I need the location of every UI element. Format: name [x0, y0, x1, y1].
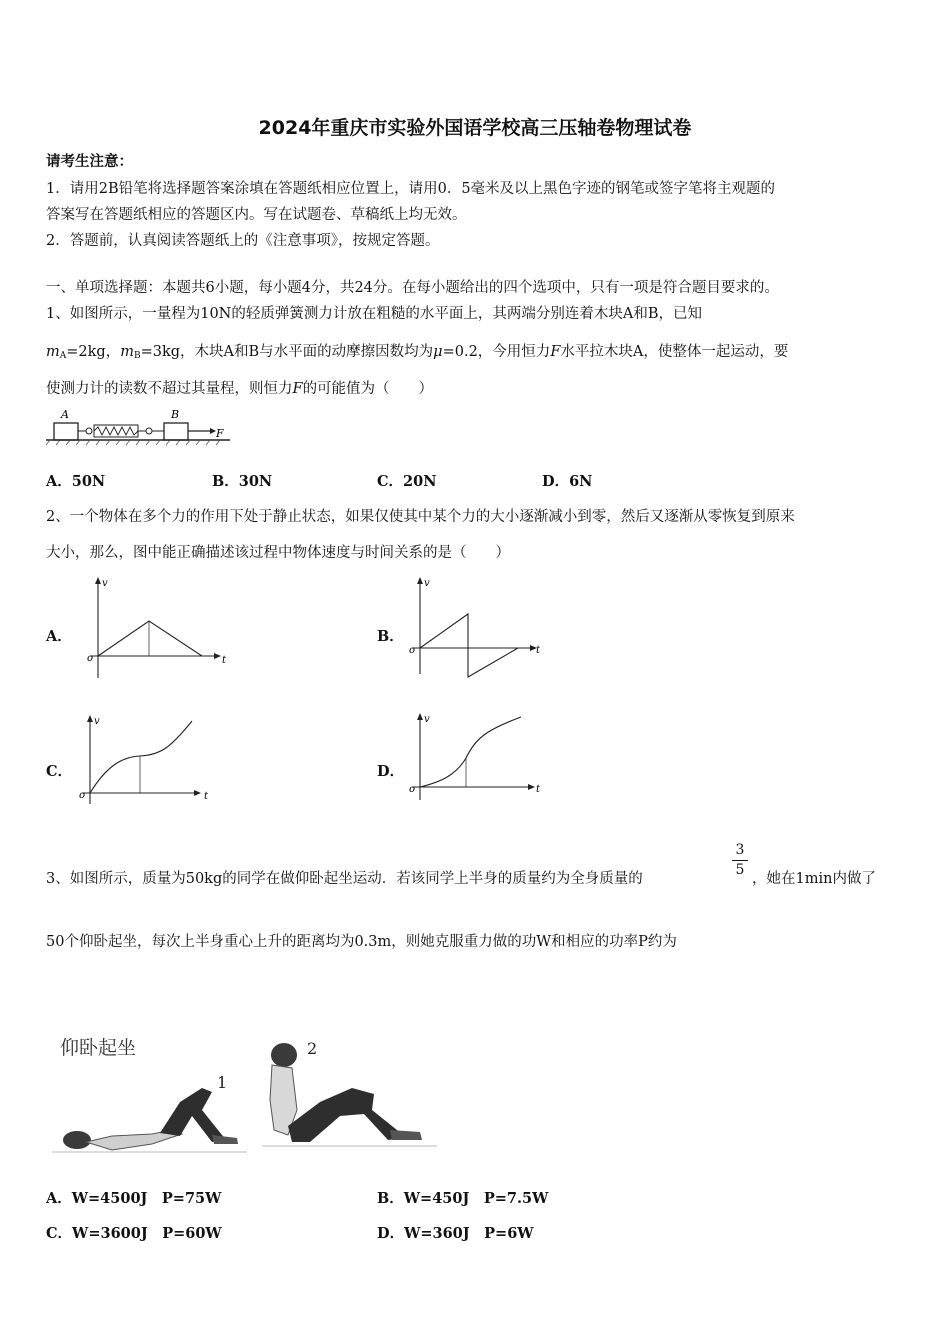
q2-option-b[interactable]: B． — [377, 628, 404, 645]
t-axis-label: t — [222, 655, 227, 666]
q2-graph-c — [76, 712, 226, 808]
origin-label: o — [409, 784, 416, 795]
block-a — [54, 423, 78, 440]
origin-label: o — [79, 790, 86, 801]
q1-line-3-a: 使测力计的读数不超过其量程，则恒力 — [46, 381, 293, 397]
notice-heading: 请考生注意： — [46, 153, 133, 170]
q1-line-1: 1、如图所示，一量程为10N的轻质弹簧测力计放在粗糙的水平面上，其两端分别连着木块A和B，已知 — [46, 306, 702, 322]
q1-mass-b-symbol: m — [120, 344, 134, 360]
q1-option-a[interactable]: A．50N — [46, 473, 106, 490]
q1-mass-b-sub: B — [133, 351, 141, 361]
velocity-curve — [98, 621, 202, 656]
v-axis-label: v — [424, 714, 430, 725]
q1-mass-b-value: =3kg，木块A和B与水平面的动摩擦因数均为 — [140, 344, 434, 360]
q2-option-a[interactable]: A． — [46, 628, 72, 645]
q1-mu-symbol: μ — [433, 344, 443, 360]
q1-force-symbol: F — [550, 344, 561, 360]
q3-fraction — [732, 842, 748, 879]
origin-label: o — [87, 653, 94, 664]
q2-line-2: 大小，那么，图中能正确描述该过程中物体速度与时间关系的是（ ） — [46, 545, 510, 561]
v-axis-label: v — [102, 578, 108, 589]
person-1-lying — [52, 1088, 247, 1152]
figure-label-2: 2 — [307, 1039, 318, 1058]
q3-option-c[interactable]: C．W=3600J P=60W — [46, 1225, 222, 1242]
t-axis-label: t — [536, 784, 541, 795]
t-axis-label: t — [204, 791, 209, 802]
q3-line-1-a: 3、如图所示，质量为50kg的同学在做仰卧起坐运动．若该同学上半身的质量约为全身质量的 — [46, 871, 643, 887]
q3-option-a[interactable]: A．W=4500J P=75W — [46, 1190, 222, 1207]
section-header: 一、单项选择题：本题共6小题，每小题4分，共24分。在每小题给出的四个选项中，只有一项是符合题目要求的。 — [46, 280, 779, 296]
notice-item-2: 2．答题前，认真阅读答题纸上的《注意事项》，按规定答题。 — [46, 233, 440, 249]
v-axis-label: v — [94, 716, 100, 727]
q3-option-d[interactable]: D．W=360J P=6W — [377, 1225, 534, 1242]
force-label: F — [216, 427, 224, 440]
block-b-label: B — [171, 408, 180, 421]
fraction-bar — [732, 860, 748, 861]
velocity-curve — [420, 614, 518, 677]
spring-coil — [94, 427, 138, 435]
q2-graph-a — [84, 574, 234, 680]
q3-situp-figure — [52, 1030, 442, 1165]
q1-option-d[interactable]: D．6N — [542, 473, 593, 490]
q2-graph-d — [406, 710, 556, 804]
figure-caption: 仰卧起坐 — [60, 1037, 137, 1059]
q1-mass-a-value: =2kg， — [66, 344, 121, 360]
velocity-curve — [420, 717, 521, 787]
q1-mass-a-sub: A — [59, 351, 67, 361]
hook-left — [86, 428, 92, 434]
hook-right — [146, 428, 152, 434]
t-axis-label: t — [536, 645, 541, 656]
q1-line-3-force: F — [292, 381, 303, 397]
q2-graph-b — [406, 574, 556, 680]
q1-line-3-b: 的可能值为（ ） — [302, 381, 434, 397]
q1-option-b[interactable]: B．30N — [212, 473, 273, 490]
q2-option-c[interactable]: C． — [46, 763, 73, 780]
q1-line-2-rest: =0.2，今用恒力 — [442, 344, 551, 360]
page-title: 2024年重庆市实验外国语学校高三压轴卷物理试卷 — [258, 117, 692, 139]
fraction-denominator: 5 — [735, 862, 745, 878]
q2-option-d[interactable]: D． — [377, 763, 405, 780]
q2-line-1: 2、一个物体在多个力的作用下处于静止状态，如果仅使其中某个力的大小逐渐减小到零，然后又逐渐从零恢复到原来 — [46, 509, 795, 525]
q1-line-2-end: 水平拉木块A，使整体一起运动，要 — [560, 344, 789, 360]
q3-line-1-b: ，她在1min内做了 — [752, 871, 876, 887]
q3-option-b[interactable]: B．W=450J P=7.5W — [377, 1190, 549, 1207]
ground-hatch — [46, 440, 220, 445]
velocity-curve — [90, 721, 192, 793]
q1-spring-figure — [44, 404, 244, 446]
origin-label: o — [409, 645, 416, 656]
q1-line-2 — [46, 340, 788, 361]
notice-item-1-line-1: 1．请用2B铅笔将选择题答案涂填在答题纸相应位置上，请用0．5毫米及以上黑色字迹的钢笔或签字笔将主观题的 — [46, 181, 776, 197]
block-b — [164, 423, 188, 440]
q1-mass-a-symbol: m — [46, 344, 60, 360]
block-a-label: A — [61, 408, 69, 421]
q1-option-c[interactable]: C．20N — [377, 473, 437, 490]
q3-line-2: 50个仰卧起坐，每次上半身重心上升的距离均为0.3m，则她克服重力做的功W和相应的功率P约为 — [46, 934, 677, 950]
v-axis-label: v — [424, 578, 430, 589]
fraction-numerator: 3 — [735, 842, 745, 858]
figure-label-1: 1 — [217, 1073, 228, 1092]
notice-item-1-line-2: 答案写在答题纸相应的答题区内。写在试题卷、草稿纸上均无效。 — [46, 207, 467, 223]
person-2-sitting — [262, 1043, 437, 1146]
q1-line-3 — [46, 377, 433, 398]
